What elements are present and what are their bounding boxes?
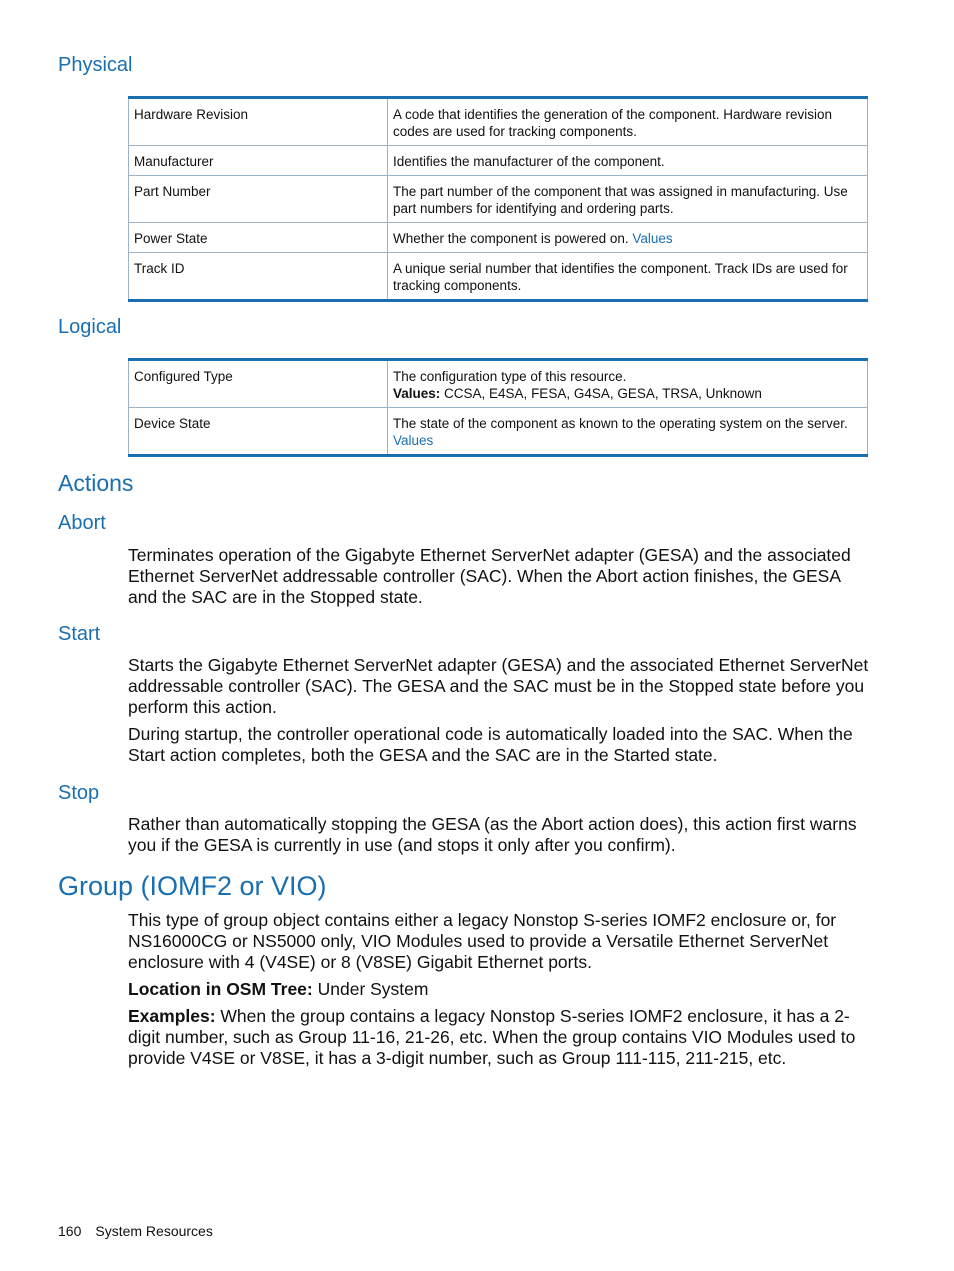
attribute-name: Hardware Revision — [129, 98, 388, 146]
attribute-description: The configuration type of this resource. — [393, 369, 627, 384]
page-number: 160 — [58, 1223, 82, 1239]
attribute-name: Track ID — [129, 253, 388, 301]
table-row — [129, 360, 868, 408]
group-intro: This type of group object contains either a legacy Nonstop S-series IOMF2 enclosure or, for NS16000CG or NS5000 only, VIO Modules used to provide a Versatile Ethernet ServerNet enclosure with 4 (V4SE) or 8 (V8SE) Gigabit Ethernet ports. — [128, 910, 837, 972]
abort-description: Terminates operation of the Gigabyte Ethernet ServerNet adapter (GESA) and the associated Ethernet ServerNet addressable controller (SAC). When the Abort action finishes, the GESA and the SAC are in the Stopped state. — [128, 545, 851, 607]
group-location — [128, 979, 873, 1000]
table-row — [129, 176, 868, 223]
values-list: CCSA, E4SA, FESA, G4SA, GESA, TRSA, Unknown — [440, 386, 762, 401]
attribute-description-cell — [388, 360, 868, 408]
footer-section: System Resources — [95, 1223, 213, 1239]
examples-value: When the group contains a legacy Nonstop S-series IOMF2 enclosure, it has a 2-digit number, such as Group 11-16, 21-26, etc. When the group contains VIO Modules used to provide V4SE or V8SE, it has a 3-digit number, such as Group 111-115, 211-215, etc. — [128, 1006, 856, 1068]
examples-label: Examples: — [128, 1006, 216, 1026]
attribute-name: Configured Type — [129, 360, 388, 408]
start-heading: Start — [58, 623, 101, 645]
table-row — [129, 223, 868, 253]
attribute-description-cell — [388, 408, 868, 456]
start-description: Starts the Gigabyte Ethernet ServerNet adapter (GESA) and the associated Ethernet ServerNet addressable controller (SAC). The GESA and the SAC must be in the Stopped state before you perform this action. — [128, 655, 869, 717]
stop-description: Rather than automatically stopping the GESA (as the Abort action does), this action first warns you if the GESA is currently in use (and stops it only after you confirm). — [128, 814, 857, 855]
attribute-name: Device State — [129, 408, 388, 456]
logical-table — [128, 358, 868, 457]
attribute-description-cell — [388, 223, 868, 253]
table-row — [129, 146, 868, 176]
attribute-name: Manufacturer — [129, 146, 388, 176]
location-value: Under System — [312, 979, 429, 999]
attribute-description: A code that identifies the generation of the component. Hardware revision codes are used for tracking components. — [388, 98, 868, 146]
table-row — [129, 98, 868, 146]
logical-heading: Logical — [58, 316, 122, 338]
attribute-description: Whether the component is powered on. — [393, 231, 633, 246]
table-row — [129, 253, 868, 301]
values-link[interactable]: Values — [632, 231, 673, 246]
table-row — [129, 408, 868, 456]
start-description-2: During startup, the controller operational code is automatically loaded into the SAC. When the Start action completes, both the GESA and the SAC are in the Started state. — [128, 724, 853, 765]
attribute-name: Power State — [129, 223, 388, 253]
attribute-description: The part number of the component that was assigned in manufacturing. Use part numbers for identifying and ordering parts. — [388, 176, 868, 223]
attribute-description: A unique serial number that identifies the component. Track IDs are used for tracking components. — [388, 253, 868, 301]
attribute-description: The state of the component as known to the operating system on the server. — [393, 416, 848, 431]
values-label: Values: — [393, 386, 441, 401]
location-label: Location in OSM Tree: — [128, 979, 313, 999]
actions-heading: Actions — [58, 470, 134, 496]
group-heading: Group (IOMF2 or VIO) — [58, 871, 327, 901]
group-examples — [128, 1006, 873, 1069]
page-footer — [58, 1223, 227, 1239]
abort-heading: Abort — [58, 512, 106, 534]
attribute-name: Part Number — [129, 176, 388, 223]
physical-heading: Physical — [58, 54, 133, 76]
attribute-description: Identifies the manufacturer of the component. — [388, 146, 868, 176]
physical-table — [128, 96, 868, 302]
stop-heading: Stop — [58, 782, 100, 804]
values-link[interactable]: Values — [393, 433, 434, 448]
